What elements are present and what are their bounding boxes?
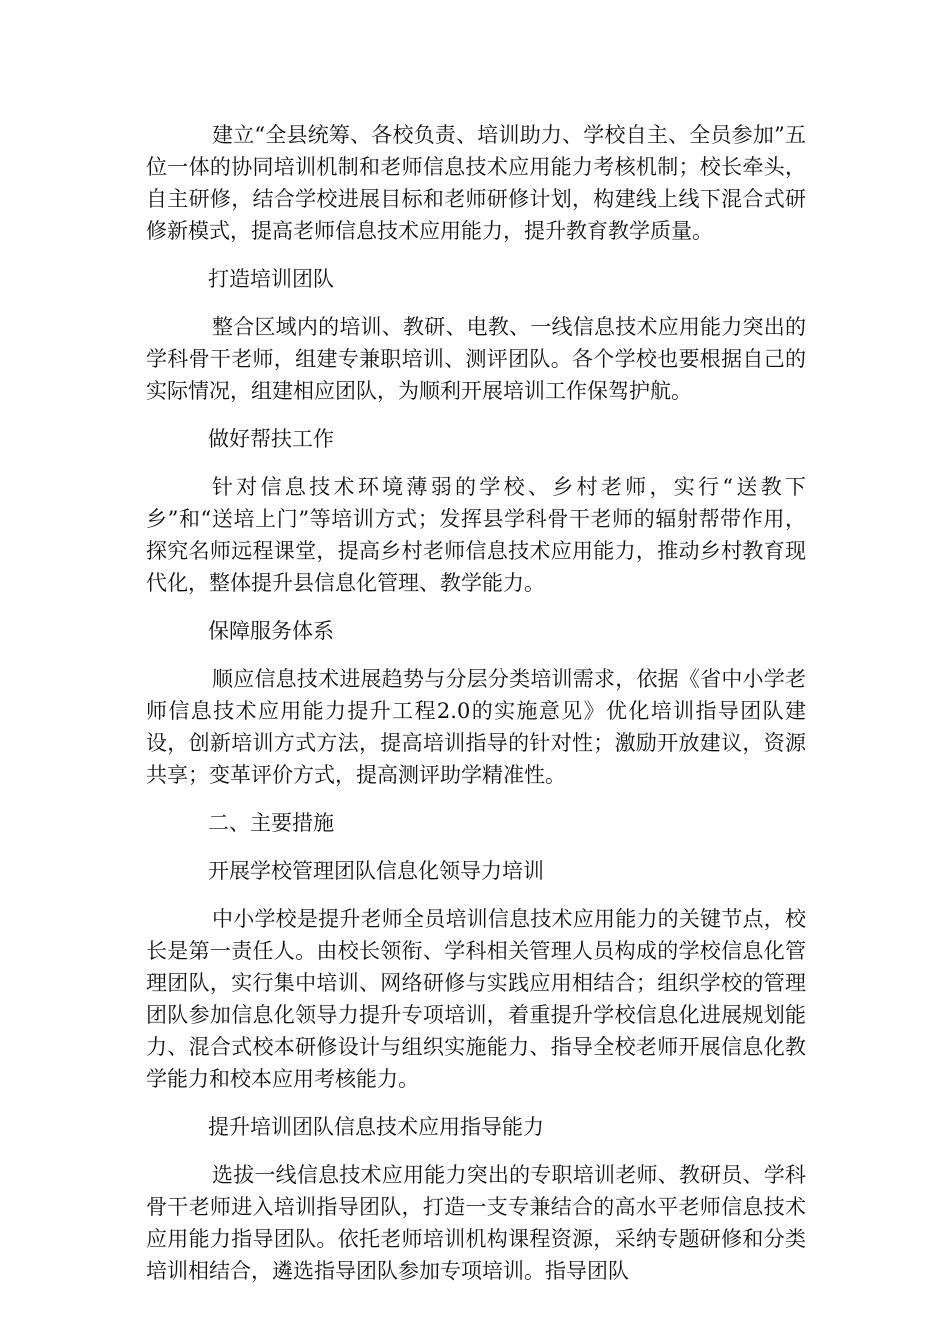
document-body	[146, 119, 806, 1303]
paragraph-support-work: 针对信息技术环境薄弱的学校、乡村老师，实行“送教下乡”和“送培上门”等培训方式；发挥县学科骨干老师的辐射帮带作用，探究名师远程课堂，提高乡村老师信息技术应用能力，推动乡村教育现代化，整体提升县信息化管理、教学能力。	[146, 475, 806, 595]
paragraph-leadership-training: 中小学校是提升老师全员培训信息技术应用能力的关键节点，校长是第一责任人。由校长领衔、学科相关管理人员构成的学校信息化管理团队，实行集中培训、网络研修与实践应用相结合；组织学校的管理团队参加信息化领导力提升专项培训，着重提升学校信息化进展规划能力、混合式校本研修设计与组织实施能力、指导全校老师开展信息化教学能力和校本应用考核能力。	[146, 907, 806, 1091]
heading-leadership-training: 开展学校管理团队信息化领导力培训	[208, 859, 544, 883]
paragraph-guidance-ability: 选拔一线信息技术应用能力突出的专职培训老师、教研员、学科骨干老师进入培训指导团队，打造一支专兼结合的高水平老师信息技术应用能力指导团队。依托老师培训机构课程资源，采纳专题研修和分类培训相结合，遴选指导团队参加专项培训。指导团队	[146, 1163, 806, 1283]
paragraph-coordination-mechanism: 建立“全县统筹、各校负责、培训助力、学校自主、全员参加”五位一体的协同培训机制和老师信息技术应用能力考核机制；校长牵头，自主研修，结合学校进展目标和老师研修计划，构建线上线下混合式研修新模式，提高老师信息技术应用能力，提升教育教学质量。	[146, 123, 806, 243]
heading-support-work: 做好帮扶工作	[208, 427, 334, 451]
paragraph-training-team: 整合区域内的培训、教研、电教、一线信息技术应用能力突出的学科骨干老师，组建专兼职培训、测评团队。各个学校也要根据自己的实际情况，组建相应团队，为顺利开展培训工作保驾护航。	[146, 315, 806, 403]
heading-main-measures: 二、主要措施	[208, 811, 334, 835]
heading-guidance-ability: 提升培训团队信息技术应用指导能力	[208, 1115, 544, 1139]
heading-build-training-team: 打造培训团队	[208, 267, 334, 291]
heading-service-system: 保障服务体系	[208, 619, 334, 643]
paragraph-service-system: 顺应信息技术进展趋势与分层分类培训需求，依据《省中小学老师信息技术应用能力提升工程2.0的实施意见》优化培训指导团队建设，创新培训方式方法，提高培训指导的针对性；激励开放建议，资源共享；变革评价方式，提高测评助学精准性。	[146, 667, 806, 787]
